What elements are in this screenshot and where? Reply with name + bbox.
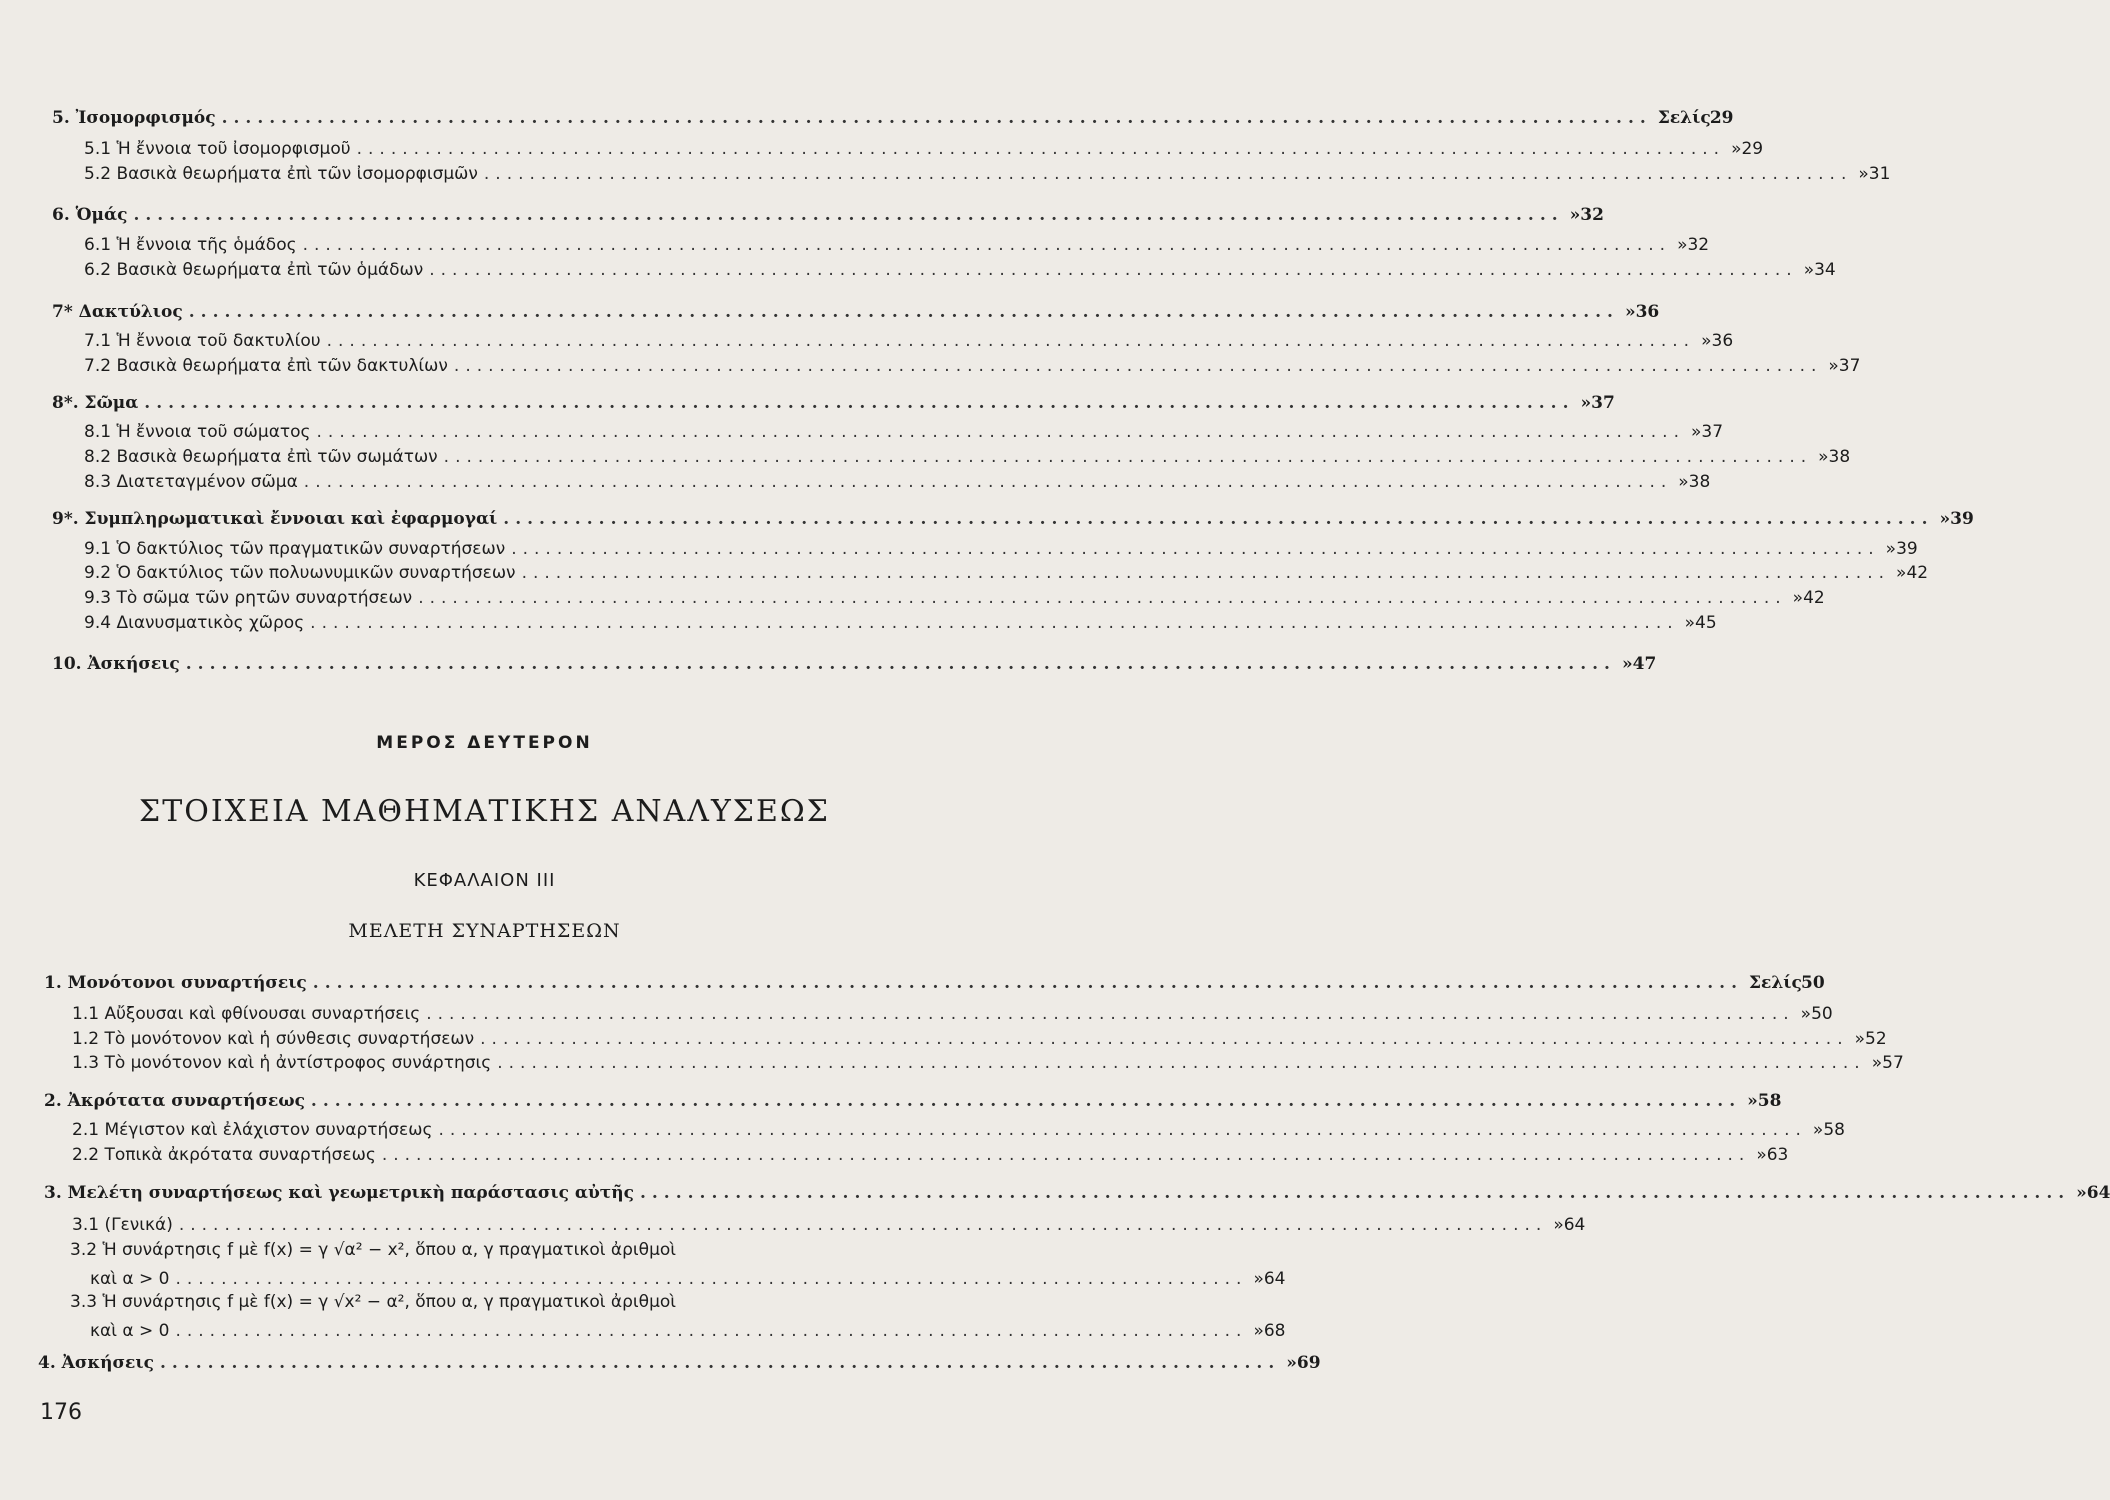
page-number: 50: [1811, 1004, 1833, 1024]
leader-dots: ........................................................................................................................: [316, 422, 1685, 442]
page-number: 64: [1263, 1269, 1286, 1289]
page-marker: »: [1624, 302, 1636, 322]
toc-entry-label: 2. Ἀκρότατα συναρτήσεως: [44, 1091, 305, 1111]
toc-entry-label: 10. Ἀσκήσεις: [52, 654, 180, 674]
toc-entry: [44, 1088, 1782, 1114]
page-marker: Σελίς: [1657, 108, 1711, 128]
leader-dots: ........................................................................................................................: [480, 1029, 1849, 1049]
page-number: 36: [1711, 331, 1734, 351]
page-number: 37: [1591, 393, 1615, 413]
toc-entry-label: 6.2 Βασικὰ θεωρήματα ἐπὶ τῶν ὁμάδων: [84, 260, 424, 280]
toc-entry: [84, 328, 1734, 354]
page-marker: »: [1553, 1215, 1564, 1235]
toc-entry-label: 8.1 Ἡ ἔννοια τοῦ σώματος: [84, 422, 311, 442]
page-marker: »: [1701, 331, 1712, 351]
page-number: 58: [1757, 1091, 1782, 1111]
toc-entry-label: 1.3 Τὸ μονότονον καὶ ἡ ἀντίστροφος συνάρτησις: [72, 1053, 492, 1073]
leader-dots: ........................................................................................................................: [443, 447, 1813, 467]
toc-entry-3-2: [90, 1266, 1286, 1292]
page-marker: »: [1828, 356, 1839, 376]
toc-entry-label: 7* Δακτύλιος: [52, 302, 183, 322]
page-folio-number: 176: [40, 1400, 82, 1425]
toc-entry: [84, 536, 1918, 562]
toc-entry-label: 6.1 Ἡ ἔννοια τῆς ὁμάδος: [84, 235, 297, 255]
page-marker: »: [1731, 139, 1742, 159]
page-marker: »: [1253, 1269, 1264, 1289]
page-number: 64: [1563, 1215, 1586, 1235]
page-marker: »: [1939, 509, 1951, 529]
toc-entry-3-3: [90, 1318, 1286, 1344]
toc-entry: [84, 257, 1836, 283]
toc-entry: [84, 353, 1861, 379]
toc-entry-label: 3. Μελέτη συναρτήσεως καὶ γεωμετρικὴ παράστασις αὐτῆς: [44, 1183, 634, 1203]
page-marker: »: [1580, 393, 1592, 413]
page-number: 37: [1838, 356, 1861, 376]
page-number: 39: [1950, 509, 1974, 529]
toc-entry-label: 1. Μονότονοι συναρτήσεις: [44, 973, 307, 993]
page-marker: »: [1858, 164, 1869, 184]
toc-entry: [72, 1212, 1586, 1238]
page-number: 42: [1803, 588, 1825, 608]
toc-entry: [52, 202, 1604, 228]
toc-entry: [44, 1180, 2110, 1206]
toc-entry: [72, 1026, 1887, 1052]
page-marker: »: [1569, 205, 1581, 225]
leader-dots: ........................................................................................................................: [521, 563, 1891, 583]
toc-entry-label: 9.4 Διανυσματικὸς χῶρος: [84, 613, 305, 633]
page-number: 31: [1868, 164, 1891, 184]
toc-entry: [84, 585, 1825, 611]
toc-entry: [84, 161, 1891, 187]
toc-entry-label: 5.1 Ἡ ἔννοια τοῦ ἰσομορφισμοῦ: [84, 139, 351, 159]
leader-dots: ........................................................................................................................: [483, 164, 1853, 184]
leader-dots: ........................................................................................................................: [303, 472, 1673, 492]
page-number: 63: [1766, 1145, 1789, 1165]
page-marker: »: [1792, 588, 1804, 608]
toc-entry: [72, 1142, 1789, 1168]
leader-dots: ........................................................................................................................: [497, 1053, 1866, 1073]
toc-entry-label: καὶ α > 0: [90, 1269, 170, 1289]
page-marker: »: [1803, 260, 1815, 280]
page-marker: »: [1677, 235, 1688, 255]
leader-dots: ........................................................................................................................: [453, 356, 1823, 376]
page-number: 32: [1580, 205, 1604, 225]
page-marker: »: [1747, 1091, 1758, 1111]
leader-dots: ........................................................................................................................: [356, 139, 1726, 159]
toc-entry-label: 9*. Συμπληρωματικαὶ ἔννοιαι καὶ ἐφαρμογαί: [52, 509, 498, 529]
toc-entry-label: 7.2 Βασικὰ θεωρήματα ἐπὶ τῶν δακτυλίων: [84, 356, 448, 376]
page-number: 58: [1823, 1120, 1845, 1140]
chapter-label: ΚΕΦΑΛΑΙΟΝ III: [413, 870, 556, 891]
leader-dots: ........................................................................................................................: [310, 1091, 1742, 1111]
page-marker: »: [1818, 447, 1829, 467]
page-number: 57: [1882, 1053, 1904, 1073]
toc-entry-3-3-line1: 3.3 Ἡ συνάρτησις f μὲ f(x) = γ √x² − α², ὅπου α, γ πραγματικοὶ ἀριθμοὶ: [70, 1292, 677, 1312]
page-marker: »: [1286, 1353, 1297, 1373]
page-marker: »: [1756, 1145, 1767, 1165]
leader-dots: ........................................................................................................................: [221, 108, 1652, 128]
leader-dots: ........................................................................................................................: [381, 1145, 1751, 1165]
toc-entry: [52, 651, 1657, 677]
page-marker: »: [1621, 654, 1633, 674]
page-marker: »: [1885, 539, 1897, 559]
toc-entry-label: 1.1 Αὔξουσαι καὶ φθίνουσαι συναρτήσεις: [72, 1004, 421, 1024]
toc-entry: [72, 1050, 1904, 1076]
page-number: 64: [2086, 1183, 2110, 1203]
page-number: 32: [1687, 235, 1710, 255]
toc-entry-4: [38, 1350, 1321, 1376]
toc-entry: [52, 105, 1734, 131]
toc-entry-label: 5. Ἰσομορφισμός: [52, 108, 216, 128]
toc-entry-label: 3.1 (Γενικά): [72, 1215, 173, 1235]
toc-entry-label: 5.2 Βασικὰ θεωρήματα ἐπὶ τῶν ἰσομορφισμῶν: [84, 164, 478, 184]
page-number: 50: [1801, 973, 1825, 993]
leader-dots: ........................................................................................................................: [312, 973, 1743, 993]
leader-dots: ........................................................................................................................: [178, 1215, 1548, 1235]
leader-dots: ........................................................................................................................: [185, 654, 1616, 674]
main-title: ΣΤΟΙΧΕΙΑ ΜΑΘΗΜΑΤΙΚΗΣ ΑΝΑΛΥΣΕΩΣ: [139, 794, 830, 829]
toc-entry: [52, 506, 1974, 532]
toc-entry: [52, 390, 1615, 416]
page-number: 42: [1906, 563, 1929, 583]
page-number: 38: [1828, 447, 1851, 467]
toc-entry: [84, 232, 1710, 258]
toc-entry: [84, 419, 1724, 445]
toc-entry: [84, 444, 1851, 470]
toc-entry-label: 7.1 Ἡ ἔννοια τοῦ δακτυλίου: [84, 331, 321, 351]
page-marker: »: [1253, 1321, 1264, 1341]
leader-dots: ........................................................................................................................: [326, 331, 1696, 351]
toc-entry: [84, 136, 1764, 162]
toc-entry-label: 8.2 Βασικὰ θεωρήματα ἐπὶ τῶν σωμάτων: [84, 447, 438, 467]
page-number: 38: [1688, 472, 1711, 492]
page-marker: »: [1690, 422, 1702, 442]
leader-dots: ..............................................................................................: [159, 1353, 1281, 1373]
toc-entry: [84, 610, 1717, 636]
page-number: 68: [1263, 1321, 1286, 1341]
toc-entry: [72, 1117, 1845, 1143]
page-number: 45: [1695, 613, 1717, 633]
page-number: 37: [1701, 422, 1724, 442]
leader-dots: ........................................................................................................................: [429, 260, 1798, 280]
leader-dots: ........................................................................................................................: [302, 235, 1672, 255]
part-heading: ΜΕΡΟΣ ΔΕΥΤΕΡΟΝ: [376, 733, 593, 753]
toc-entry-3-2-line1: 3.2 Ἡ συνάρτησις f μὲ f(x) = γ √α² − x², ὅπου α, γ πραγματικοὶ ἀριθμοὶ: [70, 1240, 677, 1260]
page-marker: Σελίς: [1749, 973, 1802, 993]
page-marker: »: [2076, 1183, 2087, 1203]
leader-dots: ........................................................................................................................: [438, 1120, 1807, 1140]
leader-dots: ..............................................................................................: [175, 1321, 1248, 1341]
page-number: 36: [1635, 302, 1660, 322]
leader-dots: ........................................................................................................................: [133, 205, 1564, 225]
toc-entry-label: 8.3 Διατεταγμένον σῶμα: [84, 472, 298, 492]
toc-entry: [84, 560, 1929, 586]
leader-dots: ........................................................................................................................: [503, 509, 1934, 529]
leader-dots: ........................................................................................................................: [418, 588, 1787, 608]
toc-entry-label: 9.3 Τὸ σῶμα τῶν ρητῶν συναρτήσεων: [84, 588, 413, 608]
page-marker: »: [1800, 1004, 1812, 1024]
toc-entry-label: 2.1 Μέγιστον καὶ ἐλάχιστον συναρτήσεως: [72, 1120, 433, 1140]
page-marker: »: [1871, 1053, 1883, 1073]
toc-entry-label: 8*. Σῶμα: [52, 393, 139, 413]
page-number: 39: [1896, 539, 1918, 559]
toc-entry: [84, 469, 1711, 495]
page-number: 29: [1741, 139, 1764, 159]
leader-dots: ........................................................................................................................: [310, 613, 1679, 633]
leader-dots: ........................................................................................................................: [188, 302, 1619, 322]
toc-entry-label: 4. Ἀσκήσεις: [38, 1353, 154, 1373]
toc-entry-label: 2.2 Τοπικὰ ἀκρότατα συναρτήσεως: [72, 1145, 376, 1165]
page-number: 47: [1632, 654, 1657, 674]
toc-entry: [44, 970, 1825, 996]
leader-dots: ........................................................................................................................: [639, 1183, 2071, 1203]
toc-entry: [72, 1001, 1833, 1027]
leader-dots: ........................................................................................................................: [511, 539, 1880, 559]
toc-entry-label: 9.2 Ὁ δακτύλιος τῶν πολυωνυμικῶν συναρτήσεων: [84, 563, 516, 583]
page-number: 34: [1814, 260, 1836, 280]
page-marker: »: [1684, 613, 1696, 633]
toc-entry-label: 1.2 Τὸ μονότονον καὶ ἡ σύνθεσις συναρτήσεων: [72, 1029, 475, 1049]
page-marker: »: [1678, 472, 1689, 492]
page-marker: »: [1854, 1029, 1866, 1049]
page-marker: »: [1812, 1120, 1824, 1140]
leader-dots: ........................................................................................................................: [144, 393, 1575, 413]
page-number: 69: [1296, 1353, 1321, 1373]
leader-dots: ..............................................................................................: [175, 1269, 1248, 1289]
leader-dots: ........................................................................................................................: [426, 1004, 1795, 1024]
toc-entry-label: 9.1 Ὁ δακτύλιος τῶν πραγματικῶν συναρτήσεων: [84, 539, 506, 559]
page-number: 52: [1865, 1029, 1887, 1049]
toc-entry-label: 6. Ὁμάς: [52, 205, 128, 225]
toc-entry: [52, 299, 1660, 325]
page-number: 29: [1709, 108, 1734, 128]
page-marker: »: [1896, 563, 1907, 583]
toc-entry-label: καὶ α > 0: [90, 1321, 170, 1341]
chapter-title: ΜΕΛΕΤΗ ΣΥΝΑΡΤΗΣΕΩΝ: [348, 920, 621, 942]
